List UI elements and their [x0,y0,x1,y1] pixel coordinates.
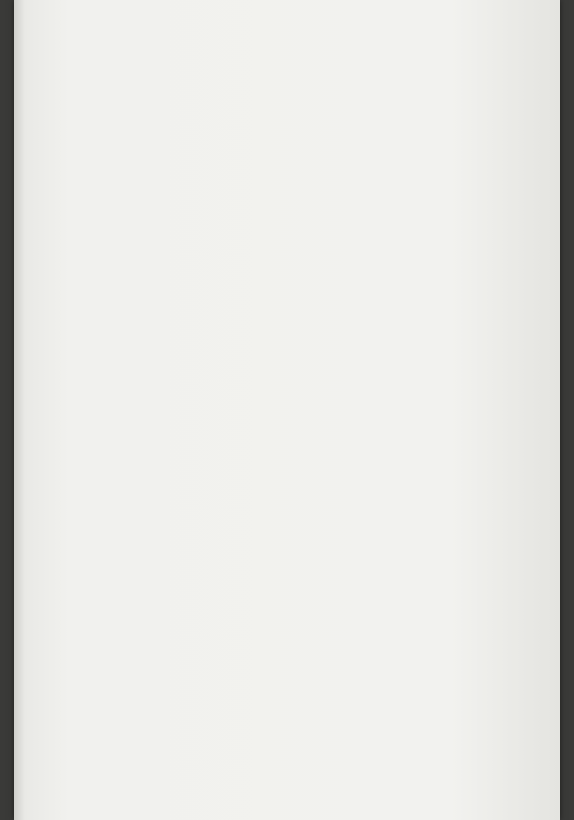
book-page [14,0,560,820]
